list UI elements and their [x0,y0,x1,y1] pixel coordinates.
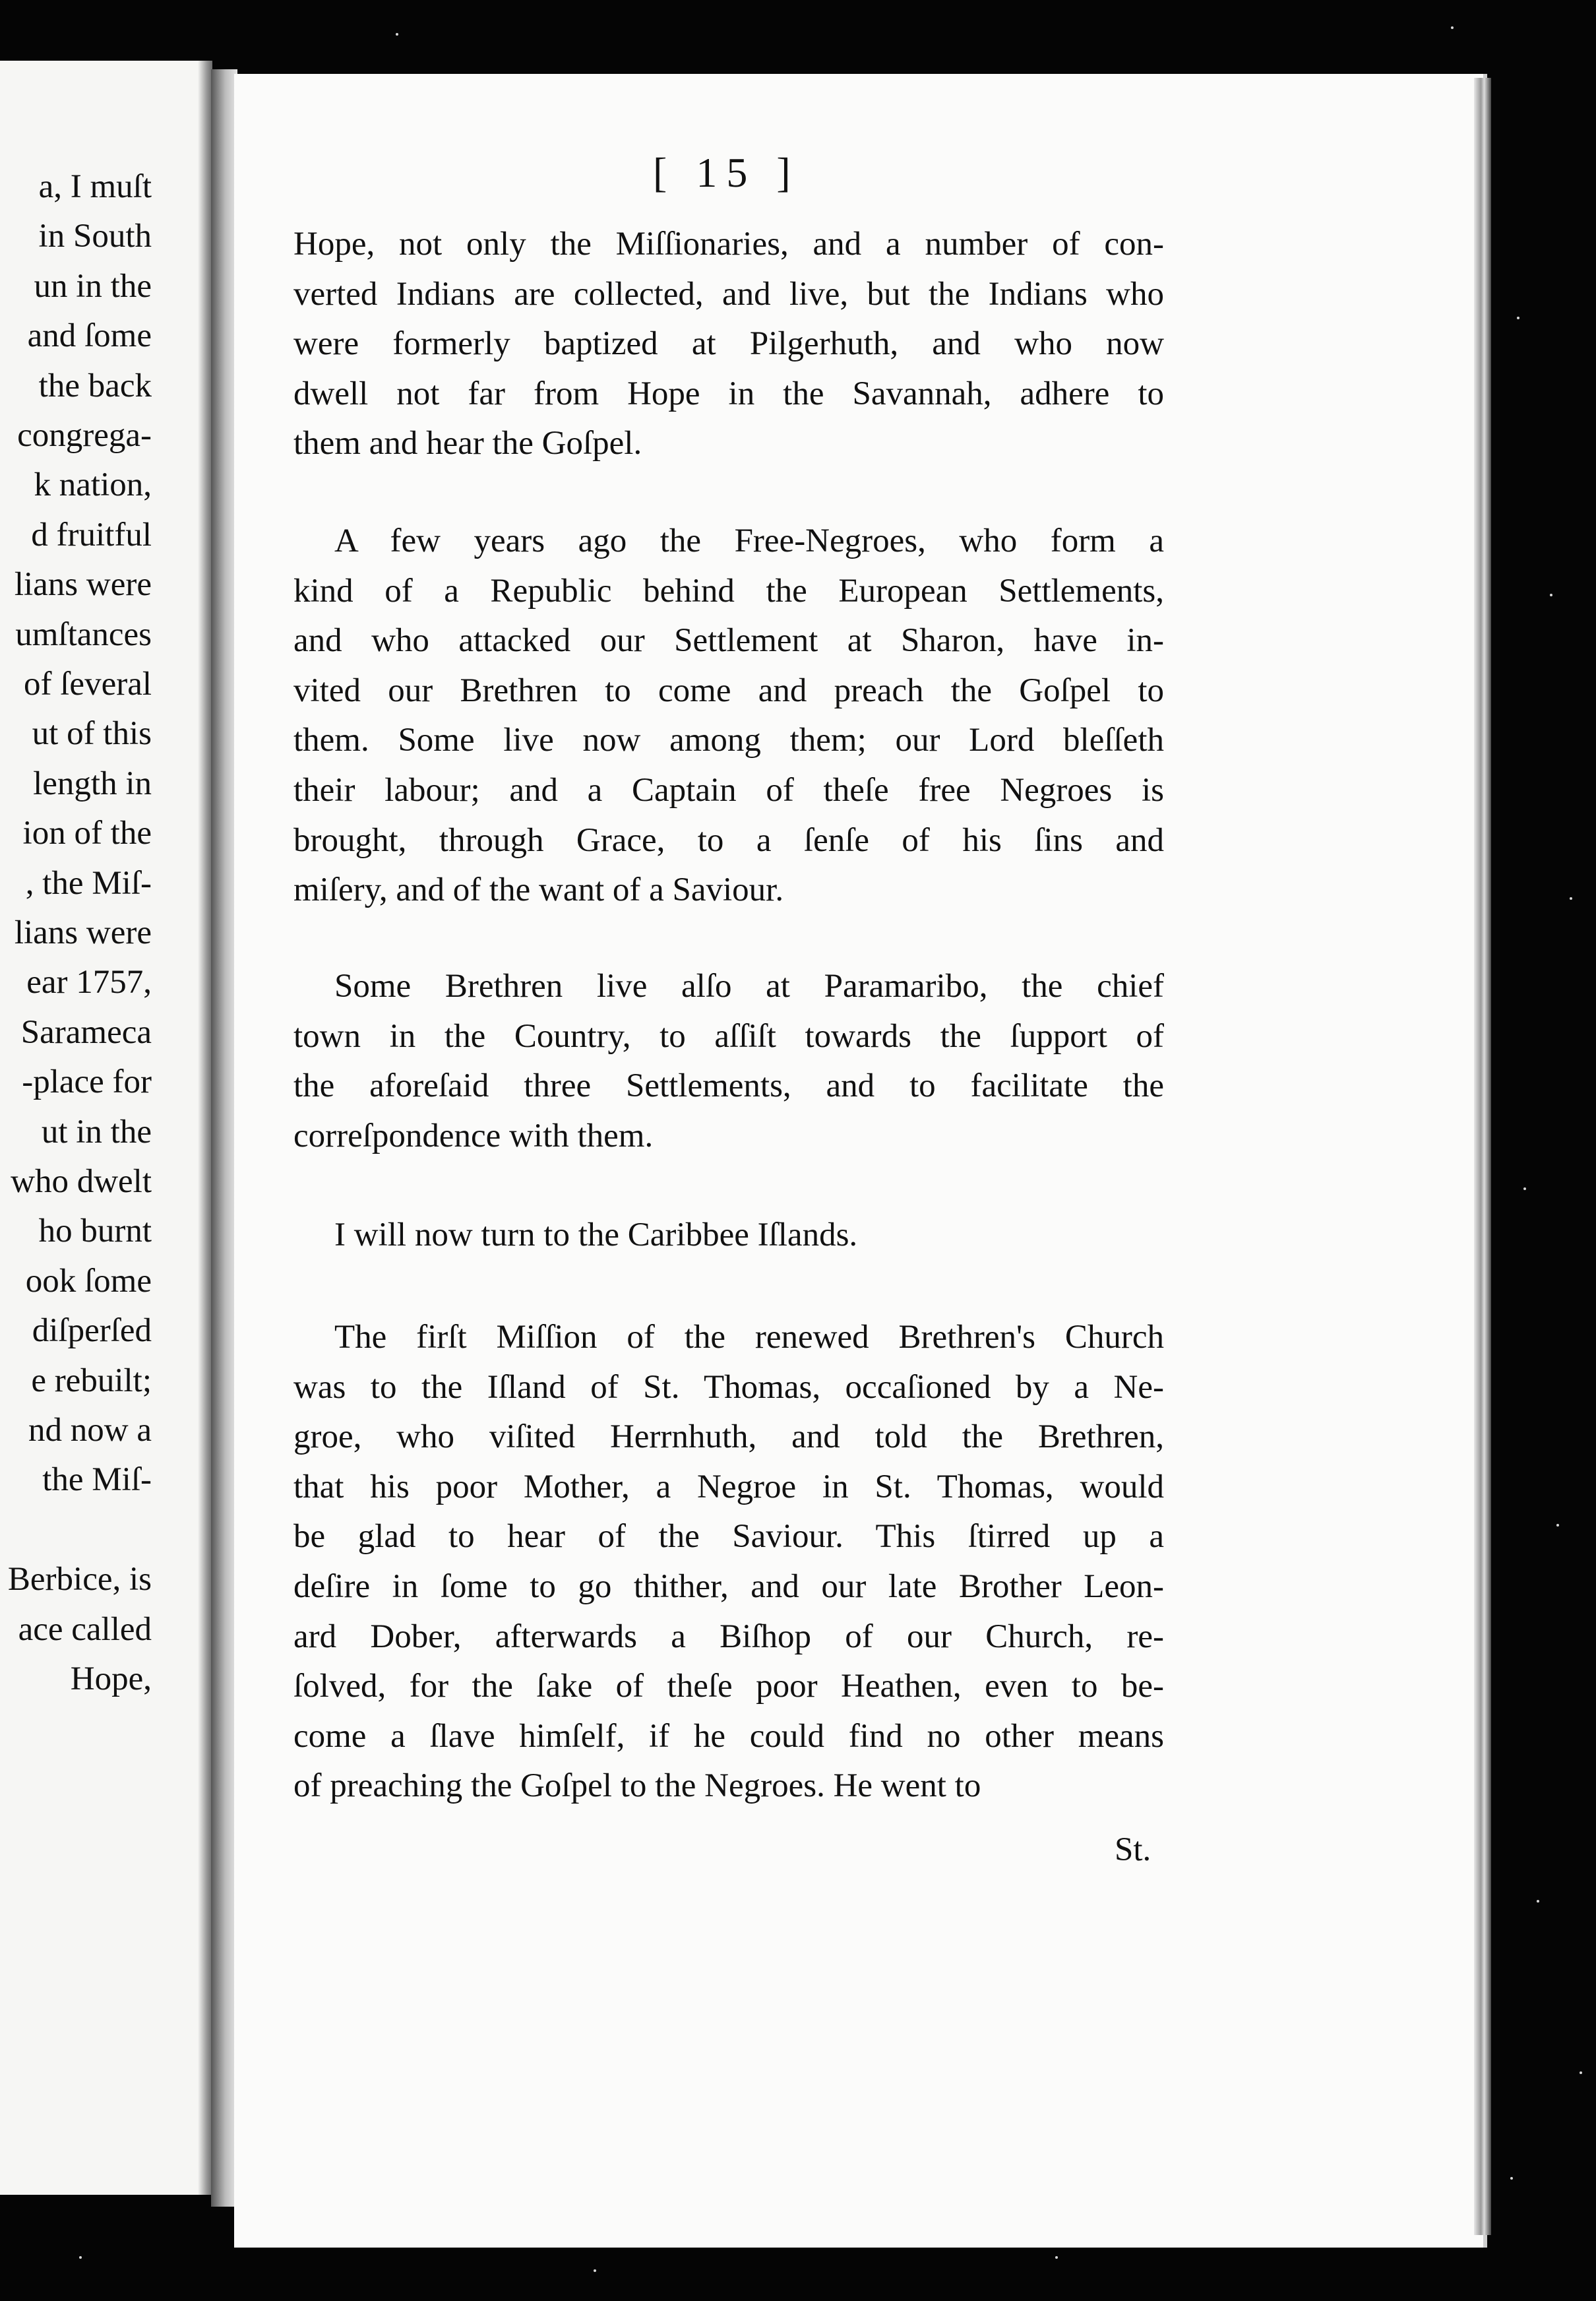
left-page-line: and ſome [27,317,152,355]
left-page-line: umſtances [15,615,152,653]
text-line: correſpondence with them. [293,1117,654,1154]
text-line: them and hear the Goſpel. [293,425,642,462]
text-line: The firſt Miſſion of the renewed Brethren's Church [334,1319,1164,1356]
scan-dust [1580,2071,1582,2074]
left-page-line: un in the [34,267,152,305]
text-line: the aforeſaid three Settlements, and to facilitate the [293,1067,1164,1105]
left-page-line: e rebuilt; [31,1362,152,1399]
scan-dust [79,2256,82,2259]
left-page-line: ear 1757, [26,964,152,1001]
text-line: their labour; and a Captain of theſe free Negroes is [293,772,1164,809]
text-line: A few years ago the Free-Negroes, who form a [334,522,1164,559]
left-page-line: k nation, [34,466,152,504]
left-page-line: ho burnt [38,1213,152,1250]
scan-dust [594,2269,596,2272]
left-page-line: lians were [14,914,152,951]
scan-dust [1537,1900,1539,1903]
text-line: ſolved, for the ſake of theſe poor Heathen, even to be- [293,1668,1164,1705]
text-line: groe, who viſited Herrnhuth, and told the Brethren, [293,1418,1164,1456]
text-line: I will now turn to the Caribbee Iſlands. [334,1216,858,1253]
text-line: of preaching the Goſpel to the Negroes. He went to [293,1767,981,1805]
scan-dust [396,33,398,36]
book-gutter [211,69,237,2207]
left-page-line: ook ſome [25,1262,152,1300]
page-number: [ 15 ] [653,149,800,196]
left-page-line: in South [38,218,152,255]
text-line: that his poor Mother, a Negroe in St. Thomas, would [293,1468,1164,1505]
left-page-line: who dwelt [11,1163,152,1200]
scan-dust [1517,317,1519,319]
left-page-line: ion of the [22,815,152,852]
scan-dust [1523,1187,1526,1190]
left-page-line: the back [38,367,152,404]
left-page-line: d fruitful [31,516,152,553]
scan-dust [1556,1524,1559,1527]
text-line: Some Brethren live alſo at Paramaribo, the chief [334,968,1164,1005]
text-line: deſire in ſome to go thither, and our late Brother Leon- [293,1568,1164,1605]
text-line: be glad to hear of the Saviour. This ſtirred up a [293,1518,1164,1556]
left-page-line: congrega- [17,417,152,454]
left-page-line: Sarameca [20,1013,152,1051]
left-page-line: ut of this [32,715,152,753]
scan-dust [1451,26,1454,29]
left-page-line: length in [33,765,152,802]
page-edge [1474,78,1491,2235]
left-page-line: diſperſed [32,1312,152,1350]
left-page-line: Berbice, is [7,1561,152,1598]
facing-page-left [0,61,212,2195]
catchword: St. [1115,1831,1151,1868]
text-line: dwell not far from Hope in the Savannah, adhere to [293,375,1164,412]
left-page-line: Hope, [70,1660,152,1697]
left-page-line: lians were [14,566,152,604]
scan-dust [1570,897,1572,900]
text-line: town in the Country, to aſſiſt towards the ſupport of [293,1017,1164,1055]
text-line: kind of a Republic behind the European Settlements, [293,572,1164,610]
text-line: them. Some live now among them; our Lord bleſſeth [293,722,1164,759]
text-line: Hope, not only the Miſſionaries, and a number of con- [293,226,1164,263]
scan-dust [1550,594,1552,596]
text-line: ard Dober, afterwards a Biſhop of our Church, re- [293,1618,1164,1655]
left-page-line: the Miſ- [42,1461,152,1499]
left-page-line: -place for [22,1063,152,1101]
text-line: vited our Brethren to come and preach the Goſpel to [293,672,1164,709]
scan-dust [1055,2256,1058,2259]
left-page-line: a, I muſt [38,168,152,205]
left-page-gutter-shadow [198,61,212,2195]
text-line: verted Indians are collected, and live, but the Indians who [293,275,1164,313]
left-page-line: ut in the [41,1113,152,1150]
text-line: and who attacked our Settlement at Sharon, have in- [293,622,1164,660]
left-page-line: of ſeveral [24,666,152,703]
scan-dust [1510,2177,1513,2180]
text-line: miſery, and of the want of a Saviour. [293,871,784,909]
left-page-line: nd now a [28,1412,152,1449]
text-line: come a ſlave himſelf, if he could find no other means [293,1717,1164,1755]
text-line: brought, through Grace, to a ſenſe of his ſins and [293,821,1164,859]
left-page-line: , the Miſ- [25,864,152,902]
left-page-line: ace called [18,1610,152,1648]
text-line: was to the Iſland of St. Thomas, occaſioned by a Ne- [293,1368,1164,1406]
text-line: were formerly baptized at Pilgerhuth, and who now [293,325,1164,363]
